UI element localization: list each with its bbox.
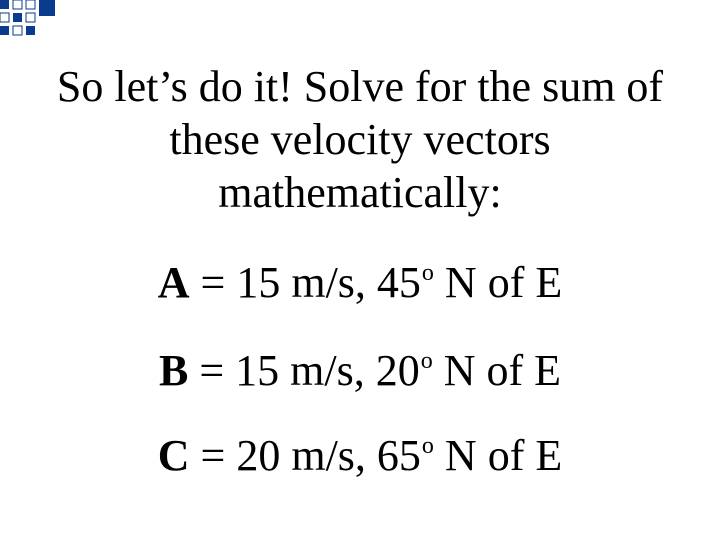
equation-variable: B	[158, 346, 189, 395]
corner-decoration	[0, 0, 60, 40]
equation-c	[0, 430, 720, 482]
equation-direction: N of E	[433, 431, 563, 480]
slide-title: So let’s do it! Solve for the sum of these velocity vectors mathematically:	[56, 62, 664, 217]
equation-variable: C	[157, 431, 190, 480]
equation-b	[0, 345, 720, 397]
equation-direction: N of E	[432, 346, 562, 395]
equation-variable: A	[157, 258, 190, 307]
degree-symbol: o	[420, 348, 433, 375]
degree-symbol: o	[421, 433, 434, 460]
equation-value: = 20 m/s, 65	[189, 431, 421, 480]
equation-a	[0, 257, 720, 309]
degree-symbol: o	[421, 260, 434, 287]
equation-value: = 15 m/s, 45	[189, 258, 421, 307]
equation-direction: N of E	[433, 258, 563, 307]
equation-value: = 15 m/s, 20	[188, 346, 420, 395]
